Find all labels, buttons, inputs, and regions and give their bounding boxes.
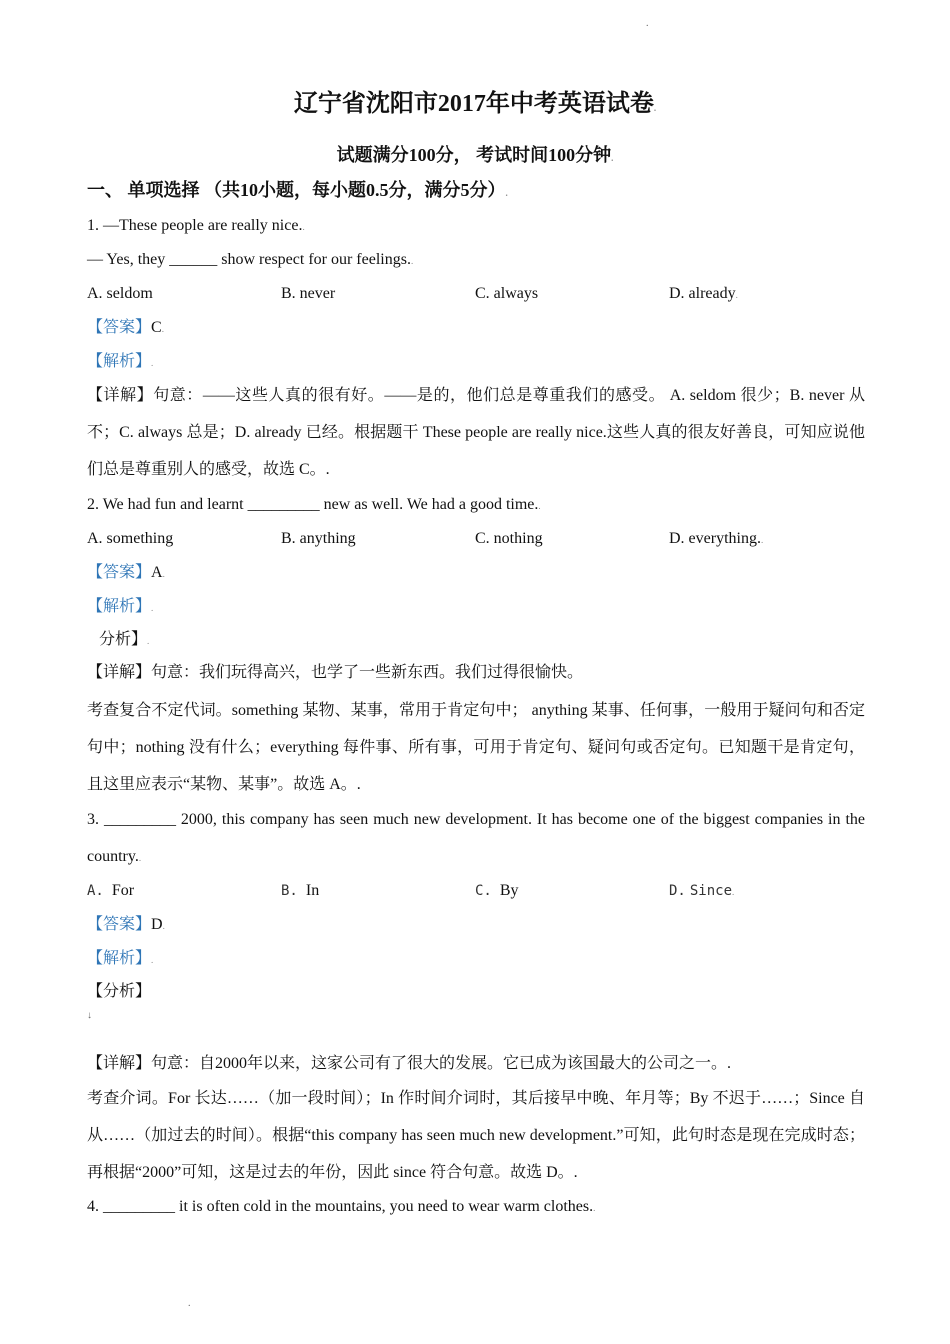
- q1-option-a: A. seldom: [87, 285, 153, 302]
- q2-explanation: 考查复合不定代词。something 某物、某事，常用于肯定句中； anything 某事、任何事，一般用于疑问句和否定句中；nothing 没有什么；everything 每件事、所有事，可用于肯定句、疑问句或否定句。已知题干是肯定句，且这里应表示“某物、某事”。故选 A。.: [87, 702, 865, 793]
- footer-mark: .: [188, 1298, 191, 1309]
- q2-detail: 【详解】句意：我们玩得高兴，也学了一些新东西。我们过得很愉快。: [87, 664, 584, 681]
- q3-prompt: 3. _________ 2000, this company has seen much new development. It has become one of the biggest companies in the country..: [87, 811, 865, 865]
- q2-analysis: 【解析】.: [87, 598, 154, 615]
- section-heading: 一、 单项选择 （共10小题，每小题0.5分，满分5分）.: [87, 180, 508, 200]
- q1-option-d: D. already.: [669, 285, 738, 302]
- return-mark: ↓: [87, 1010, 92, 1021]
- q3-option-d: D. Since.: [669, 883, 735, 899]
- q2-prompt: 2. We had fun and learnt _________ new as well. We had a good time..: [87, 496, 541, 513]
- q3-fenxi: 【分析】: [87, 983, 152, 1000]
- q2-fenxi: 分析】.: [99, 631, 150, 648]
- q3-answer: 【答案】D.: [87, 916, 165, 933]
- q1-detail: 【详解】句意：——这些人真的很有好。——是的，他们总是尊重我们的感受。 A. seldom 很少；B. never 从不；C. always 总是；D. already 已经。根据题干 These people are really nice.这些人真的很友好善良，可知应说他们总是尊重别人的感受，故选 C。.: [87, 387, 865, 478]
- q3-option-b: B. In: [281, 882, 320, 899]
- q2-option-c: C. nothing: [475, 530, 543, 547]
- q1-prompt: 1. —These people are really nice..: [87, 217, 305, 234]
- q2-answer: 【答案】A.: [87, 564, 165, 581]
- q1-option-c: C. always: [475, 285, 539, 302]
- detail-label: 【详解】: [87, 387, 154, 404]
- q1-reply: — Yes, they ______ show respect for our feelings..: [87, 251, 414, 268]
- q3-option-c: C. By: [475, 882, 519, 899]
- q3-detail: 【详解】句意：自2000年以来，这家公司有了很大的发展。它已成为该国最大的公司之一。.: [87, 1055, 732, 1072]
- q3-option-a: A. For: [87, 882, 135, 899]
- q3-analysis: 【解析】.: [87, 950, 154, 967]
- analysis-label: 【解析】: [87, 353, 152, 370]
- page-title: 辽宁省沈阳市2017年中考英语试卷.: [293, 91, 657, 117]
- q1-analysis: 【解析】.: [87, 353, 154, 370]
- q1-answer: 【答案】C.: [87, 319, 164, 336]
- q2-option-a: A. something: [87, 530, 174, 547]
- q4-prompt: 4. _________ it is often cold in the mountains, you need to wear warm clothes..: [87, 1198, 596, 1215]
- answer-label: 【答案】: [87, 319, 152, 336]
- q2-option-d: D. everything..: [669, 530, 764, 547]
- q3-explanation: 考查介词。For 长达……（加一段时间）；In 作时间介词时，其后接早中晚、年月等；By 不迟于……；Since 自从……（加过去的时间）。根据“this company has seen much new development.”可知，此句时态是现在完成时态；再根据“2000”可知，这是过去的年份，因此 since 符合句意。故选 D。.: [87, 1090, 865, 1181]
- page-subtitle: 试题满分100分， 考试时间100分钟.: [336, 145, 614, 165]
- header-mark: .: [646, 18, 649, 29]
- q1-option-b: B. never: [281, 285, 336, 302]
- q2-option-b: B. anything: [281, 530, 356, 547]
